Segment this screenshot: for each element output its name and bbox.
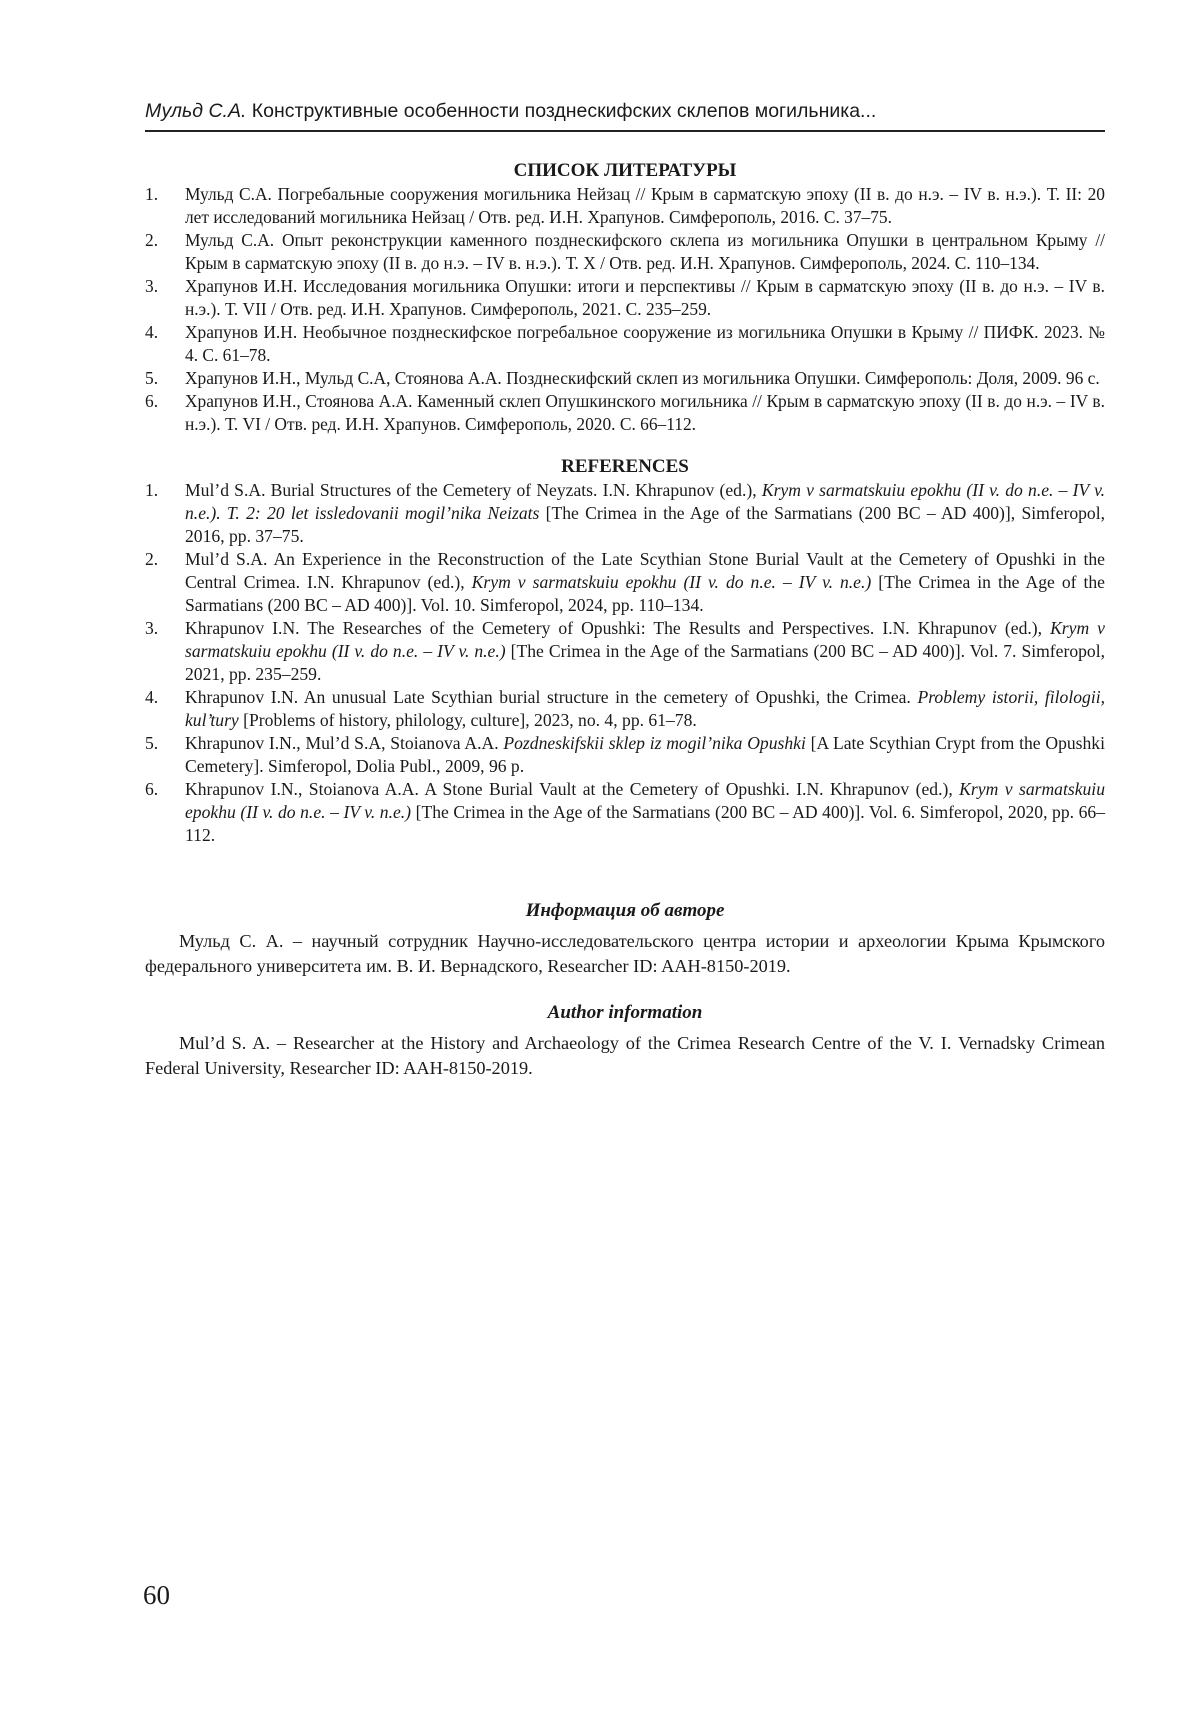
reference-en-item bbox=[145, 732, 1105, 778]
reference-number: 6. bbox=[145, 391, 159, 411]
author-info-en-text: Mul’d S. A. – Researcher at the History and Archaeology of the Crimea Research Centre of the V. I. Vernadsky Crimean Federal University, Researcher ID: AAH-8150-2019. bbox=[145, 1033, 1105, 1078]
reference-text-tail: [The Crimea in the Age of the Sarmatians (200 BC – AD 400)]. Vol. 10. Simferopol, 2024, pp. 110–134. bbox=[185, 572, 1105, 615]
author-info-ru-title: Информация об авторе bbox=[525, 900, 725, 921]
reference-ru-item bbox=[145, 275, 1105, 321]
author-info-ru-text: Мульд С. А. – научный сотрудник Научно-исследовательского центра истории и археологии Крыма Крымского федерального университета им. В. И. Вернадского, Researcher ID: AAH-8150-2019. bbox=[145, 931, 1105, 976]
reference-number: 5. bbox=[145, 733, 159, 753]
reference-number: 1. bbox=[145, 480, 159, 500]
header-author: Мульд С.А. bbox=[145, 100, 247, 122]
page-number: 60 bbox=[143, 1580, 170, 1610]
reference-text-tail: [The Crimea in the Age of the Sarmatians (200 BC – AD 400)]. Vol. 7. Simferopol, 2021, pp. 235–259. bbox=[185, 641, 1106, 684]
reference-number: 3. bbox=[145, 618, 159, 638]
reference-text: Mul’d S.A. An Experience in the Reconstruction of the Late Scythian Stone Burial Vault at the Cemetery of Opushki in the Central Crimea. I.N. Khrapunov (ed.), bbox=[185, 549, 1105, 592]
reference-text: Храпунов И.Н. Необычное позднескифское погребальное сооружение из могильника Опушки в Крыму // ПИФК. 2023. № 4. С. 61–78. bbox=[185, 322, 1105, 365]
reference-number: 4. bbox=[145, 322, 159, 342]
reference-number: 4. bbox=[145, 687, 159, 707]
reference-italic-title: Krym v sarmatskuiu epokhu (II v. do n.e. – IV v. n.e.). T. 2: 20 let issledovanii mogil’nika Neizats bbox=[185, 480, 1105, 523]
reference-text: Khrapunov I.N., Stoianova A.A. A Stone Burial Vault at the Cemetery of Opushki. I.N. Khrapunov (ed.), bbox=[185, 779, 960, 799]
reference-text: Khrapunov I.N., Mul’d S.A, Stoianova A.A. bbox=[185, 733, 504, 753]
reference-ru-item bbox=[145, 183, 1105, 229]
reference-en-item bbox=[145, 479, 1105, 548]
reference-en-item bbox=[145, 686, 1105, 732]
header-title: Конструктивные особенности позднескифских склепов могильника... bbox=[251, 100, 877, 122]
reference-number: 1. bbox=[145, 184, 159, 204]
reference-text: Khrapunov I.N. The Researches of the Cemetery of Opushki: The Results and Perspectives. I.N. Khrapunov (ed.), bbox=[185, 618, 1051, 638]
reference-en-item bbox=[145, 617, 1105, 686]
reference-number: 5. bbox=[145, 368, 159, 388]
reference-italic-title: Krym v sarmatskuiu epokhu (II v. do n.e. – IV v. n.e.) bbox=[185, 779, 1105, 822]
reference-text-tail: [Problems of history, philology, culture], 2023, no. 4, pp. 61–78. bbox=[238, 710, 697, 730]
main-content bbox=[145, 159, 1105, 1081]
reference-text-tail: [The Crimea in the Age of the Sarmatians (200 BC – AD 400)], Simferopol, 2016, pp. 37–75. bbox=[185, 503, 1106, 546]
reference-text-tail: [The Crimea in the Age of the Sarmatians (200 BC – AD 400)]. Vol. 6. Simferopol, 2020, pp. 66–112. bbox=[185, 802, 1105, 845]
reference-ru-item bbox=[145, 229, 1105, 275]
reference-number: 6. bbox=[145, 779, 159, 799]
reference-text: Мульд С.А. Погребальные сооружения могильника Нейзац // Крым в сарматскую эпоху (II в. до н.э. – IV в. н.э.). Т. II: 20 лет исследований могильника Нейзац / Отв. ред. И.Н. Храпунов. Симферополь, 2016. С. 37–75. bbox=[185, 184, 1105, 227]
references-ru-list bbox=[145, 183, 1105, 436]
references-en-title: REFERENCES bbox=[561, 456, 689, 477]
reference-text: Мульд С.А. Опыт реконструкции каменного позднескифского склепа из могильника Опушки в центральном Крыму // Крым в сарматскую эпоху (II в. до н.э. – IV в. н.э.). Т. X / Отв. ред. И.Н. Храпунов. Симферополь, 2024. С. 110–134. bbox=[185, 230, 1105, 273]
reference-en-item bbox=[145, 778, 1105, 847]
reference-number: 2. bbox=[145, 230, 159, 250]
reference-number: 2. bbox=[145, 549, 159, 569]
reference-text: Храпунов И.Н., Стоянова А.А. Каменный склеп Опушкинского могильника // Крым в сарматскую эпоху (II в. до н.э. – IV в. н.э.). Т. VI / Отв. ред. И.Н. Храпунов. Симферополь, 2020. С. 66–112. bbox=[185, 391, 1105, 434]
running-header bbox=[145, 99, 1105, 123]
reference-text: Храпунов И.Н., Мульд С.А, Стоянова А.А. Позднескифский склеп из могильника Опушки. Симферополь: Доля, 2009. 96 с. bbox=[185, 368, 1100, 388]
reference-ru-item bbox=[145, 321, 1105, 367]
author-info-en-title: Author information bbox=[547, 1002, 703, 1023]
references-ru-title: СПИСОК ЛИТЕРАТУРЫ bbox=[513, 160, 737, 181]
references-en-list bbox=[145, 479, 1105, 847]
reference-text: Mul’d S.A. Burial Structures of the Cemetery of Neyzats. I.N. Khrapunov (ed.), bbox=[185, 480, 762, 500]
reference-text: Храпунов И.Н. Исследования могильника Опушки: итоги и перспективы // Крым в сарматскую эпоху (II в. до н.э. – IV в. н.э.). Т. VII / Отв. ред. И.Н. Храпунов. Симферополь, 2021. С. 235–259. bbox=[185, 276, 1105, 319]
reference-italic-title: Krym v sarmatskuiu epokhu (II v. do n.e. – IV v. n.e.) bbox=[185, 618, 1105, 661]
reference-text: Khrapunov I.N. An unusual Late Scythian burial structure in the cemetery of Opushki, the Crimea. bbox=[185, 687, 918, 707]
header-rule bbox=[145, 130, 1105, 132]
reference-italic-title: Problemy istorii, filologii, kul’tury bbox=[185, 687, 1105, 730]
reference-italic-title: Pozdneskifskii sklep iz mogil’nika Opushki bbox=[503, 733, 806, 753]
reference-en-item bbox=[145, 548, 1105, 617]
reference-italic-title: Krym v sarmatskuiu epokhu (II v. do n.e. – IV v. n.e.) bbox=[471, 572, 872, 592]
reference-ru-item bbox=[145, 390, 1105, 436]
reference-number: 3. bbox=[145, 276, 159, 296]
reference-ru-item bbox=[145, 367, 1105, 390]
reference-text-tail: [A Late Scythian Crypt from the Opushki Cemetery]. Simferopol, Dolia Publ., 2009, 96 p. bbox=[185, 733, 1105, 776]
